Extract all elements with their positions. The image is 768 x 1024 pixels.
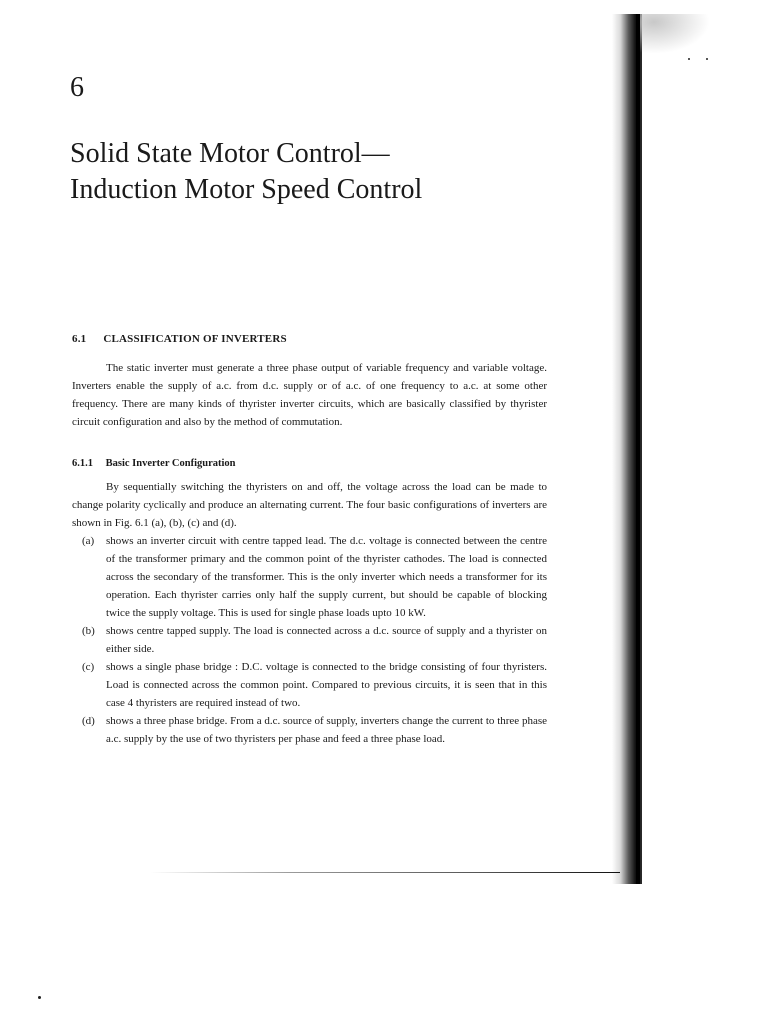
scan-speck <box>706 58 708 60</box>
subsection-heading <box>72 458 236 469</box>
subsection-paragraph: By sequentially switching the thyristers on and off, the voltage across the load can be made to change polarity cyclically and produce an alternating current. The four basic configurations of inverters are shown in Fig. 6.1 (a), (b), (c) and (d). <box>72 481 547 529</box>
scan-speck <box>38 996 41 999</box>
book-binding-edge <box>636 14 640 884</box>
section-heading <box>72 333 287 345</box>
list-item <box>82 658 547 712</box>
chapter-title-line-1: Solid State Motor Control— <box>70 138 390 169</box>
chapter-title-line-2: Induction Motor Speed Control <box>70 174 423 205</box>
list-item-text: shows a single phase bridge : D.C. voltage is connected to the bridge consisting of four thyristers. Load is connected across the common point. Compared to previous circuits, it is seen that in this case 4 thyristers are required instead of two. <box>106 661 547 709</box>
scan-smudge <box>640 14 710 54</box>
list-item-text: shows centre tapped supply. The load is connected across a d.c. source of supply and a thyrister on either side. <box>106 625 547 655</box>
section-title: CLASSIFICATION OF INVERTERS <box>103 333 287 345</box>
list-item-text: shows a three phase bridge. From a d.c. source of supply, inverters change the current to three phase a.c. supply by the use of two thyristers per phase and feed a three phase load. <box>106 715 547 745</box>
list-item <box>82 712 547 748</box>
list-item-label: (a) <box>82 535 95 547</box>
list-item-label: (c) <box>82 661 95 673</box>
subsection-title: Basic Inverter Configuration <box>105 458 236 469</box>
section-number: 6.1 <box>72 333 87 345</box>
chapter-title <box>70 136 590 208</box>
list-item <box>82 532 547 622</box>
scan-speck <box>688 58 690 60</box>
list-item-text: shows an inverter circuit with centre tapped lead. The d.c. voltage is connected between the centre of the transformer primary and the common point of the thyrister cathodes. The load is connected across the secondary of the transformer. This is the only inverter which needs a transformer for its operation. Each thyrister carries only half the supply current, but should be capable of blocking twice the supply voltage. This is used for single phase loads upto 10 kW. <box>106 535 547 619</box>
section-paragraph: The static inverter must generate a three phase output of variable frequency and variable voltage. Inverters enable the supply of a.c. from d.c. supply or of a.c. of one frequency to a.c. at some other frequency. There are many kinds of thyrister inverter circuits, which are basically classified by thyrister circuit configuration and also by the method of commutation. <box>72 362 547 428</box>
configuration-list <box>82 532 547 748</box>
list-item-label: (d) <box>82 715 95 727</box>
chapter-number: 6 <box>70 72 84 103</box>
list-item <box>82 622 547 658</box>
page-bottom-edge <box>150 872 620 873</box>
list-item-label: (b) <box>82 625 95 637</box>
subsection-number: 6.1.1 <box>72 458 93 469</box>
